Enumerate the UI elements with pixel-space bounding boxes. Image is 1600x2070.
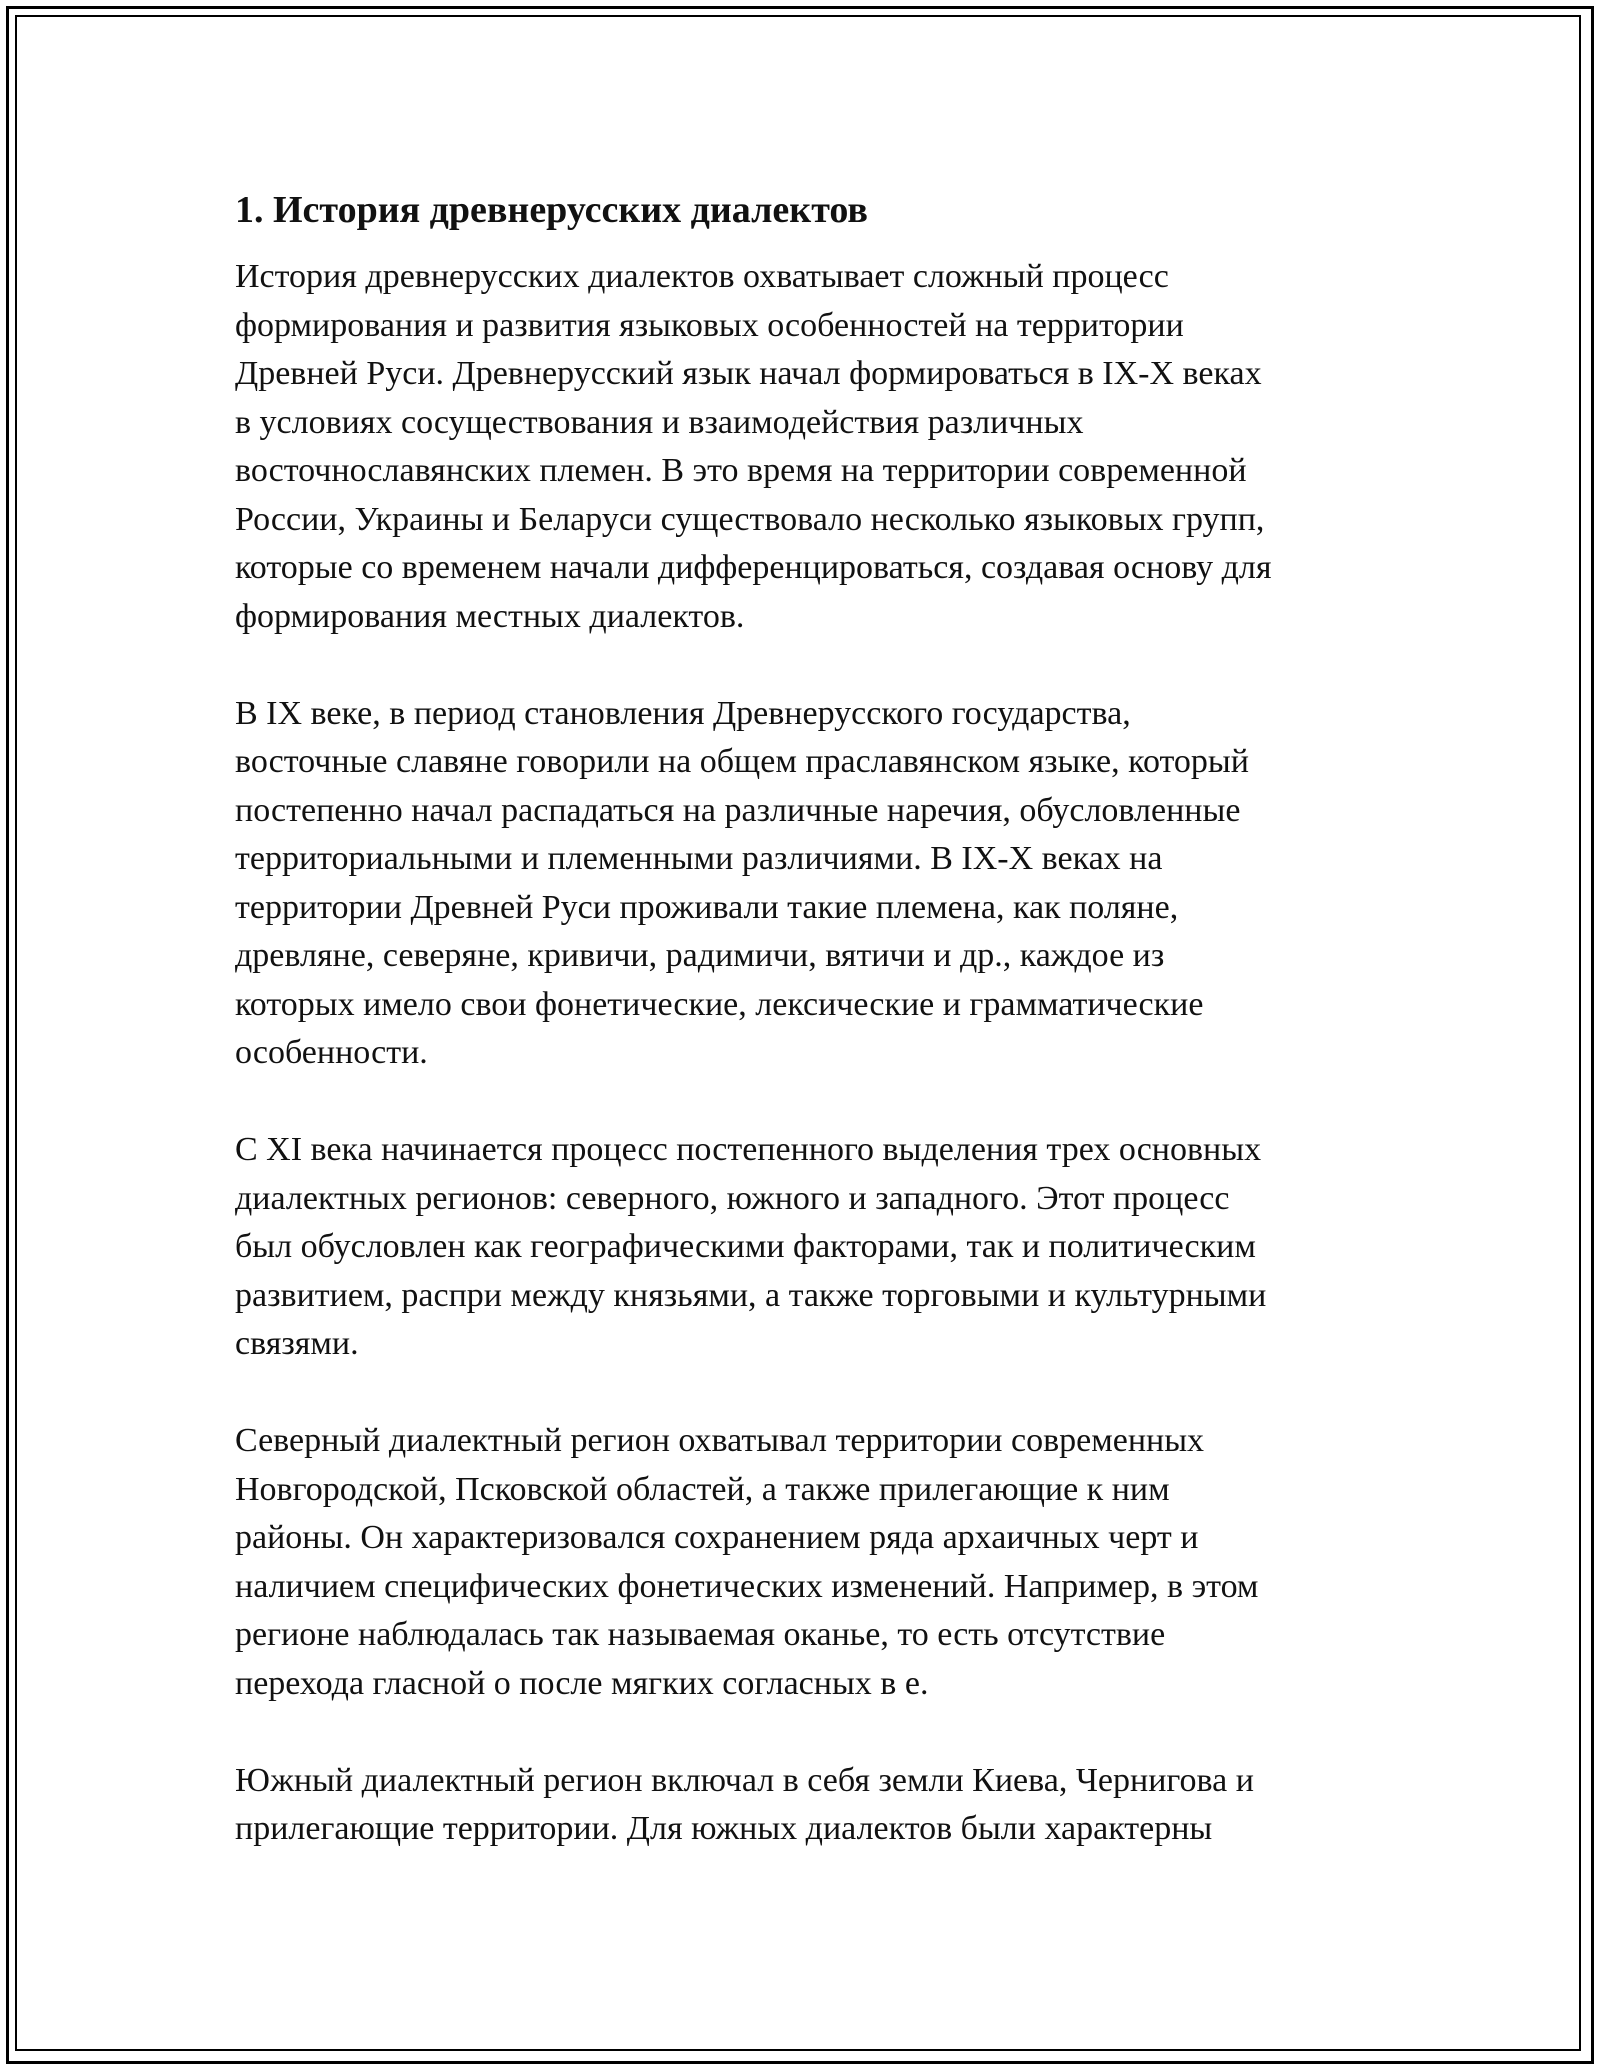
paragraph-intro: История древнерусских диалектов охватывает сложный процесс формирования и развития языковых особенностей на территории Древней Руси. Древнерусский язык начал формироваться в IX-X веках в условиях сосуществования и взаимодействия различных восточнославянских племен. В это время на территории современной России, Украины и Беларуси существовало несколько языковых групп, которые со временем начали дифференцироваться, создавая основу для формирования местных диалектов. [235, 258, 1272, 635]
document-body [235, 185, 1375, 1902]
section-heading: 1. История древнерусских диалектов [235, 189, 868, 231]
paragraph-ninth-century: В IX веке, в период становления Древнерусского государства, восточные славяне говорили на общем праславянском языке, который постепенно начал распадаться на различные наречия, обусловленные территориальными и племенными различиями. В IX-X веках на территории Древней Руси проживали такие племена, как поляне, древляне, северяне, кривичи, радимичи, вятичи и др., каждое из которых имело свои фонетические, лексические и грамматические особенности. [235, 694, 1249, 1071]
paragraph-southern-region: Южный диалектный регион включал в себя земли Киева, Чернигова и прилегающие территории. Для южных диалектов были характерны [235, 1761, 1254, 1847]
paragraph-northern-region: Северный диалектный регион охватывал территории современных Новгородской, Псковской областей, а также прилегающие к ним районы. Он характеризовался сохранением ряда архаичных черт и наличием специфических фонетических изменений. Например, в этом регионе наблюдалась так называемая оканье, то есть отсутствие перехода гласной о после мягких согласных в е. [235, 1422, 1259, 1702]
paragraph-eleventh-century: С XI века начинается процесс постепенного выделения трех основных диалектных регионов: северного, южного и западного. Этот процесс был обусловлен как географическими факторами, так и политическим развитием, распри между князьями, а также торговыми и культурными связями. [235, 1131, 1267, 1362]
